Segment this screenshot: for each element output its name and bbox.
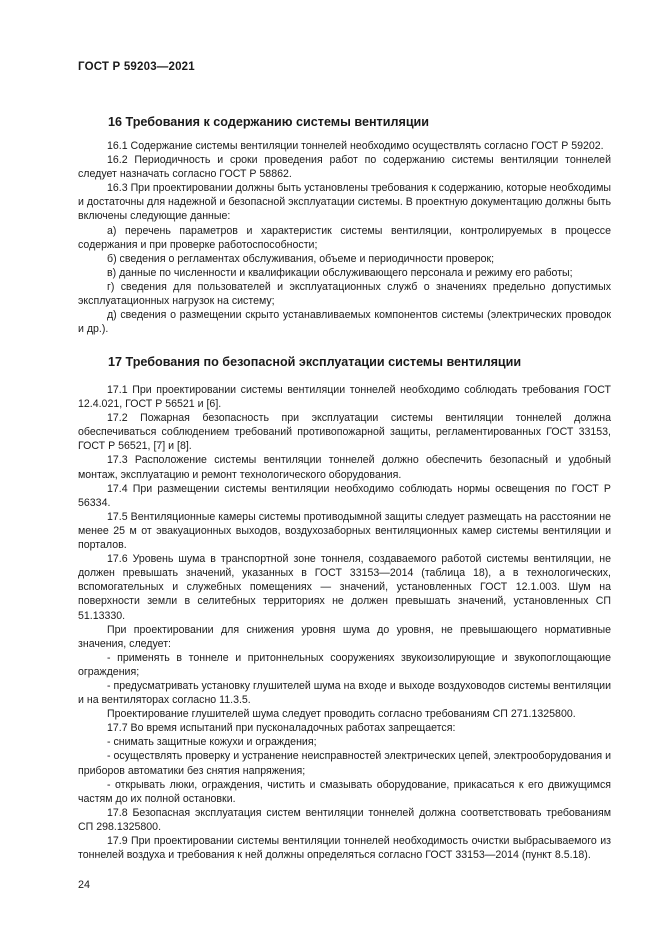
page-number: 24	[78, 879, 91, 891]
list-item-17-6-1: - применять в тоннеле и притоннельных сооружениях звукоизолирующие и звукопоглощающие ограждения;	[78, 651, 611, 678]
paragraph-17-6-noise: При проектировании для снижения уровня шума до уровня, не превышающего нормативные значения, следует:	[78, 623, 611, 650]
section-17	[78, 354, 611, 862]
paragraph-17-7: 17.7 Во время испытаний при пусконаладочных работах запрещается:	[107, 722, 456, 735]
paragraph-17-4: 17.4 При размещении системы вентиляции необходимо соблюдать нормы освещения по ГОСТ Р 56334.	[78, 482, 611, 509]
paragraph-17-1: 17.1 При проектировании системы вентиляции тоннелей необходимо соблюдать требования ГОСТ 12.4.021, ГОСТ Р 56521 и [6].	[78, 384, 611, 411]
paragraph-17-8: 17.8 Безопасная эксплуатация систем вентиляции тоннелей должна соответствовать требованиям СП 298.1325800.	[78, 806, 611, 833]
paragraph-17-5: 17.5 Вентиляционные камеры системы противодымной защиты следует размещать на расстоянии не менее 25 м от эвакуационных выходов, воздухозаборных вентиляционных камер системы вентиляции и порталов.	[78, 510, 611, 552]
list-item-16-d: д) сведения о размещении скрыто устанавливаемых компонентов системы (электрических проводок и др.).	[78, 309, 611, 336]
paragraph-17-6: 17.6 Уровень шума в транспортной зоне тоннеля, создаваемого работой системы вентиляции, не должен превышать значений, указанных в ГОСТ 33153—2014 (таблица 18), а в технологических, вспомогательных и служебных помещениях — значений, установленных ГОСТ 12.1.003. Шум на поверхности земли в селитебных территориях не должен превышать значений, установленных СП 51.13330.	[78, 553, 611, 622]
document-header-code: ГОСТ Р 59203—2021	[78, 61, 195, 73]
paragraph-16-1: 16.1 Содержание системы вентиляции тоннелей необходимо осуществлять согласно ГОСТ Р 59202.	[107, 140, 604, 152]
paragraph-17-6-silencers: Проектирование глушителей шума следует проводить согласно требованиям СП 271.1325800.	[107, 708, 576, 721]
section-16-title: 16 Требования к содержанию системы вентиляции	[108, 115, 430, 129]
list-item-16-v: в) данные по численности и квалификации обслуживающего персонала и режиму его работы;	[107, 266, 573, 279]
paragraph-16-3: 16.3 При проектировании должны быть установлены требования к содержанию, которые необходимы и достаточны для надежной и безопасной эксплуатации системы. В проектную документацию должны быть включены следующие данные:	[78, 182, 611, 223]
list-item-17-7-3: - открывать люки, ограждения, чистить и смазывать оборудование, прикасаться к его движущимся частям до их полной остановки.	[78, 778, 611, 805]
paragraph-16-2: 16.2 Периодичность и сроки проведения работ по содержанию системы вентиляции тоннелей следует назначать согласно ГОСТ Р 58862.	[78, 154, 611, 181]
paragraph-17-3: 17.3 Расположение системы вентиляции тоннелей должно обеспечить безопасный и удобный монтаж, эксплуатацию и ремонт технологического оборудования.	[78, 454, 611, 481]
section-16	[78, 114, 611, 336]
list-item-16-g: г) сведения для пользователей и эксплуатационных служб о значениях предельно допустимых эксплуатационных нагрузок на систему;	[78, 280, 611, 308]
list-item-16-b: б) сведения о регламентах обслуживания, объеме и периодичности проверок;	[107, 252, 495, 265]
list-item-17-7-1: - снимать защитные кожухи и ограждения;	[107, 736, 317, 749]
paragraph-17-2: 17.2 Пожарная безопасность при эксплуатации системы вентиляции тоннелей должна обеспечиваться соблюдением требований противопожарной защиты, регламентированных ГОСТ 33153, ГОСТ Р 56521, [7] и [8].	[78, 412, 611, 453]
paragraph-17-9: 17.9 При проектировании системы вентиляции тоннелей необходимость очистки выбрасываемого из тоннелей воздуха и требования к ней должны определяться согласно ГОСТ 33153—2014 (пункт 8.5.18).	[78, 835, 611, 862]
section-17-title: 17 Требования по безопасной эксплуатации системы вентиляции	[108, 355, 522, 369]
list-item-17-7-2: - осуществлять проверку и устранение неисправностей электрических цепей, электрооборудования и приборов автоматики без снятия напряжения;	[78, 750, 611, 777]
list-item-16-a: а) перечень параметров и характеристик системы вентиляции, контролируемых в процессе содержания и при проверке работоспособности;	[78, 224, 611, 251]
list-item-17-6-2: - предусматривать установку глушителей шума на входе и выходе воздуховодов системы вентиляции и на вентиляторах согласно 11.3.5.	[78, 679, 611, 707]
